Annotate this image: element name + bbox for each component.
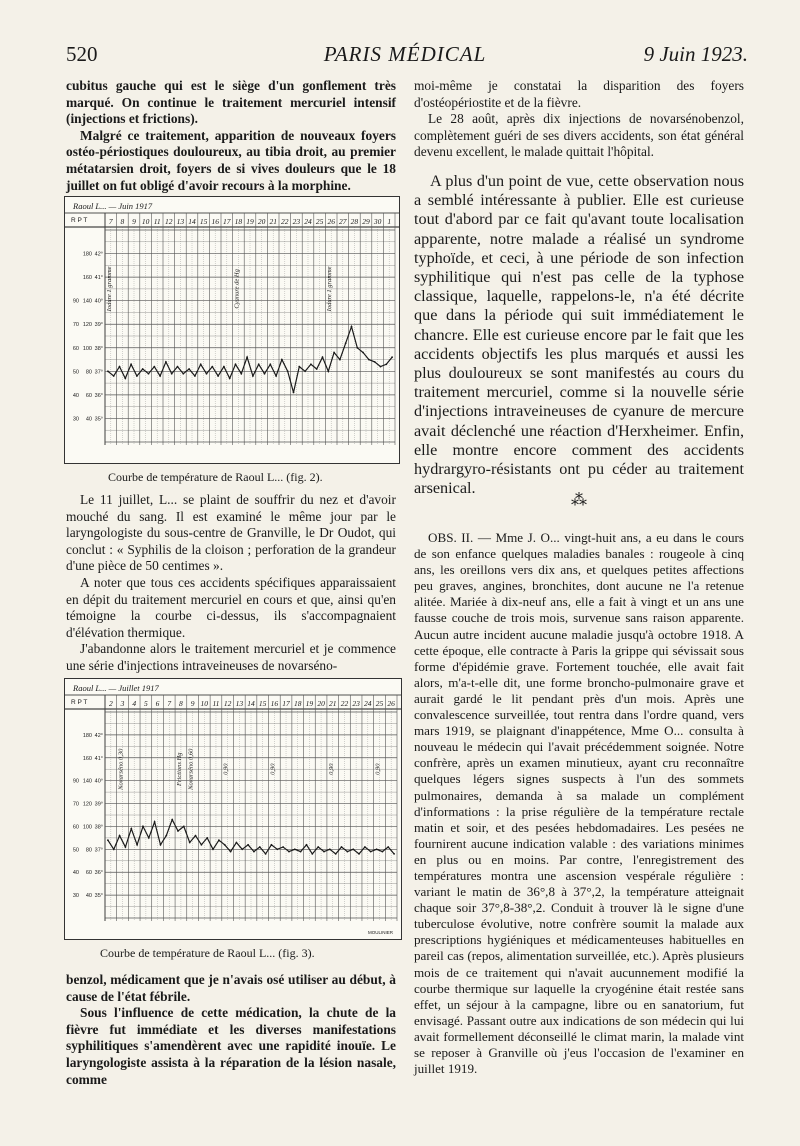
chart-annotation: Novarséno 0,60 [187, 748, 195, 790]
day-label: 26 [387, 699, 395, 708]
day-label: 19 [305, 699, 314, 708]
day-label: 15 [258, 699, 267, 708]
temperature-point [311, 853, 313, 855]
chart-title: Raoul L... — Juin 1917 [73, 201, 153, 211]
pulse-tick-label: 120 [82, 801, 92, 808]
temperature-point [265, 853, 267, 855]
temperature-point [327, 370, 329, 372]
temperature-point [287, 370, 289, 372]
pulse-tick-label: 120 [82, 322, 92, 329]
left-bottom-text [66, 972, 396, 1088]
temp-tick-label: 37° [94, 847, 103, 854]
temp-tick-label: 41° [94, 755, 103, 762]
temperature-point [182, 373, 184, 375]
temperature-point [380, 366, 382, 368]
temperature-point [142, 368, 144, 370]
day-label: 18 [234, 217, 243, 226]
pulse-tick-label: 180 [82, 251, 92, 258]
pulse-tick-label: 160 [82, 275, 92, 282]
temperature-point [241, 848, 243, 850]
resp-tick-label: 60 [72, 824, 79, 831]
paragraph: J'abandonne alors le traitement mercuriel et je commence une série d'injections intraveineuses de novarséno- [66, 641, 396, 673]
temperature-point [177, 366, 179, 368]
day-label: 14 [188, 217, 196, 226]
day-label: 1 [387, 217, 392, 226]
resp-tick-label: 30 [72, 893, 79, 900]
temperature-point [183, 826, 185, 828]
temperature-point [119, 366, 121, 368]
pulse-tick-label: 180 [82, 732, 92, 739]
printer-mark: MOULINIER [367, 930, 393, 935]
day-label: 23 [292, 217, 301, 226]
temperature-point [269, 363, 271, 365]
day-label: 9 [132, 217, 136, 226]
temperature-point [370, 851, 372, 853]
temperature-point [275, 375, 277, 377]
temperature-point [211, 366, 213, 368]
temperature-point [294, 848, 296, 850]
day-label: 13 [235, 699, 244, 708]
temperature-point [374, 361, 376, 363]
day-label: 5 [144, 699, 148, 708]
temperature-point [246, 356, 248, 358]
day-label: 23 [352, 699, 360, 708]
pulse-tick-label: 40 [85, 893, 92, 900]
day-label: 29 [362, 217, 370, 226]
temp-tick-label: 42° [94, 732, 103, 739]
chart-canvas [65, 679, 401, 939]
temperature-point [107, 370, 109, 372]
right-top-text [414, 78, 744, 161]
temperature-point [194, 375, 196, 377]
temp-tick-label: 36° [94, 392, 103, 399]
paragraph: Sous l'influence de cette médication, la chute de la fièvre fut immédiate et les diverses manifestations syphilitiques s'amendèrent avec une rapidité inouïe. Le laryngologiste assista à la réparation de la lésion nasale, comme [66, 1005, 396, 1087]
temperature-point [165, 835, 167, 837]
temperature-point [323, 851, 325, 853]
temperature-point [154, 821, 156, 823]
temperature-point [230, 851, 232, 853]
day-label: 20 [257, 217, 266, 226]
temperature-point [335, 853, 337, 855]
temperature-point [339, 359, 341, 361]
temperature-point [281, 359, 283, 361]
right-commentary [414, 172, 744, 498]
left-middle-text [66, 492, 396, 675]
issue-date: 9 Juin 1923. [643, 42, 748, 66]
resp-tick-label: 70 [72, 801, 79, 808]
temperature-point [113, 848, 115, 850]
temperature-point [148, 373, 150, 375]
temperature-point [195, 835, 197, 837]
day-label: 22 [340, 699, 349, 708]
figure-caption: Courbe de température de Raoul L... (fig. 2). [108, 470, 323, 484]
temperature-point [236, 842, 238, 844]
temperature-point [206, 373, 208, 375]
day-label: 26 [327, 217, 335, 226]
day-label: 15 [199, 217, 208, 226]
pulse-tick-label: 100 [82, 824, 92, 831]
temperature-point [387, 846, 389, 848]
day-label: 21 [269, 217, 277, 226]
temperature-point [352, 848, 354, 850]
temperature-point [306, 844, 308, 846]
resp-tick-label: 50 [72, 847, 79, 854]
paragraph: Le 11 juillet, L... se plaint de souffrir du nez et d'avoir mouché du sang. Il est examiné le même jour par le laryngologiste du sous-centre de Granville, le Dr Oudot, qui conclut : « Syphilis de la cloison ; perforation de la grandeur d'une pièce de 50 centimes ». [66, 492, 396, 574]
day-label: 14 [247, 699, 255, 708]
day-label: 12 [223, 699, 232, 708]
day-label: 27 [339, 217, 347, 226]
pulse-tick-label: 160 [82, 755, 92, 762]
temperature-point [171, 373, 173, 375]
temperature-point [200, 363, 202, 365]
temperature-point [224, 844, 226, 846]
temp-tick-label: 40° [94, 298, 103, 305]
resp-tick-label: 60 [72, 345, 79, 352]
temperature-point [298, 366, 300, 368]
day-label: 22 [281, 217, 289, 226]
row-header: R P T [71, 699, 88, 706]
chart-canvas [65, 197, 399, 463]
temperature-point [293, 392, 295, 394]
journal-title: PARIS MÉDICAL [323, 42, 487, 66]
row-header: R P T [71, 217, 88, 224]
resp-tick-label: 90 [72, 778, 79, 785]
temperature-point [304, 370, 306, 372]
day-label: 20 [317, 699, 325, 708]
day-label: 18 [293, 699, 302, 708]
temperature-point [368, 359, 370, 361]
temperature-point [382, 851, 384, 853]
temperature-point [271, 844, 273, 846]
temp-tick-label: 35° [94, 416, 103, 423]
temperature-point [300, 851, 302, 853]
temperature-point [206, 837, 208, 839]
resp-tick-label: 30 [72, 416, 79, 423]
day-label: 9 [190, 699, 195, 708]
temperature-point [217, 375, 219, 377]
temperature-point [351, 326, 353, 328]
section-separator: ⁂ [571, 490, 587, 509]
temp-tick-label: 39° [94, 801, 103, 808]
day-label: 24 [304, 217, 312, 226]
day-label: 25 [375, 699, 384, 708]
temp-tick-label: 38° [94, 824, 103, 831]
temp-tick-label: 41° [94, 275, 103, 282]
day-label: 11 [212, 699, 220, 708]
day-label: 10 [141, 217, 150, 226]
temperature-point [364, 846, 366, 848]
day-label: 3 [120, 699, 125, 708]
temperature-point [258, 363, 260, 365]
day-label: 17 [223, 217, 231, 226]
pulse-tick-label: 40 [85, 416, 92, 423]
temperature-point [153, 366, 155, 368]
chart-annotation: 0,90 [222, 763, 230, 775]
day-label: 10 [200, 699, 209, 708]
temperature-point [148, 837, 150, 839]
temperature-point [107, 839, 109, 841]
temperature-point [165, 361, 167, 363]
chart-annotation: 0,90 [327, 763, 335, 775]
day-label: 2 [108, 699, 113, 708]
temperature-point [160, 844, 162, 846]
day-label: 8 [179, 699, 183, 708]
chart-annotation: 0,90 [269, 763, 277, 775]
paragraph: moi-même je constatai la disparition des foyers d'ostéopériostite et de la fièvre. [414, 78, 744, 110]
temperature-point [362, 352, 364, 354]
temperature-point [212, 848, 214, 850]
temperature-point [223, 366, 225, 368]
temperature-point [124, 378, 126, 380]
temperature-point [229, 378, 231, 380]
temp-tick-label: 38° [94, 345, 103, 352]
temperature-point [113, 375, 115, 377]
day-label: 4 [132, 699, 137, 708]
paragraph: benzol, médicament que je n'avais osé utiliser au début, à cause de l'état fébrile. [66, 972, 396, 1004]
chart-annotation: Novarséno 0,30 [117, 748, 125, 790]
pulse-tick-label: 140 [82, 778, 92, 785]
temperature-point [345, 342, 347, 344]
chart-annotation: Iodure 1 gramme [105, 266, 113, 312]
temperature-line [108, 820, 394, 854]
temperature-point [288, 851, 290, 853]
day-label: 13 [176, 217, 185, 226]
day-label: 17 [282, 699, 290, 708]
day-label: 25 [315, 217, 324, 226]
temperature-point [201, 844, 203, 846]
temperature-point [130, 363, 132, 365]
pulse-tick-label: 140 [82, 298, 92, 305]
paragraph: A plus d'un point de vue, cette observation nous a semblé intéressante à publier. Elle est curieuse tout d'abord par ce fait qu'avant toute localisation apparente, notre malade a réalisé un syndrome typhoïde, et ceci, à une période de son infection syphilitique qui n'est pas celle de la typhose classique, laquelle, rappelons-le, n'a été décrite que dans la période qui suit immédiatement le chancre. Elle est curieuse encore par le fait que les accidents objectifs les plus marqués et aussi les plus douloureux se sont manifestés au cours du traitement mercuriel, comme si la nouvelle série d'injections intraveineuses de cyanure de mercure avait déclenché une réaction d'Herxheimer. Enfin, elle montre encore comment des accidents hydrargyro-résistants ont pu céder au traitement arsenical. [414, 172, 744, 498]
paragraph: Malgré ce traitement, apparition de nouveaux foyers ostéo-périostiques douloureux, au tibia droit, au premier métatarsien droit, foyers de si vives douleurs que le 18 juillet on fut obligé d'avoir recours à la morphine. [66, 127, 396, 193]
pulse-tick-label: 80 [85, 847, 92, 854]
temperature-point [240, 373, 242, 375]
paragraph: cubitus gauche qui est le siège d'un gonflement très marqué. On continue le traitement mercuriel intensif (injections et frictions). [66, 78, 396, 127]
temperature-point [125, 846, 127, 848]
day-label: 30 [373, 217, 382, 226]
day-label: 8 [120, 217, 125, 226]
chart-annotation: Iodure 1 gramme [326, 266, 334, 312]
temperature-point [329, 848, 331, 850]
temperature-point [136, 844, 138, 846]
resp-tick-label: 70 [72, 322, 79, 329]
temperature-point [322, 356, 324, 358]
day-label: 21 [329, 699, 337, 708]
resp-tick-label: 40 [72, 870, 79, 877]
temperature-point [235, 363, 237, 365]
temperature-point [159, 375, 161, 377]
temperature-point [177, 830, 179, 832]
day-label: 16 [270, 699, 279, 708]
temperature-point [136, 375, 138, 377]
left-top-text [66, 78, 396, 194]
resp-tick-label: 50 [72, 369, 79, 376]
temperature-point [142, 826, 144, 828]
day-label: 19 [246, 217, 254, 226]
pulse-tick-label: 60 [85, 870, 92, 877]
temperature-point [218, 839, 220, 841]
temperature-point [376, 848, 378, 850]
temperature-point [358, 853, 360, 855]
temperature-point [341, 846, 343, 848]
paragraph: OBS. II. — Mme J. O... vingt-huit ans, a eu dans le cours de son enfance quelques maladies banales : rougeole à cinq ans, les oreillons vers dix ans, et quelques petites affections peu graves, angines, bronchites, dont aucune ne l'a retenue alitée. Mariée à dix-neuf ans, elle a fait à vingt et un ans une fausse couche de trois mois, survenue sans raison apparente. Aucun autre incident aucune maladie jusqu'à octobre 1918. A cette époque, elle contracte à Paris la grippe qui sévissait sous forme d'épidémie grave. Fortement touchée, elle avait fait alors, m'a-t-elle dit, une forme broncho-pulmonaire grave et aurait gardé le lit pendant près d'un mois. Après une convalescence surveillée, tout rentra dans l'ordre quand, vers mars 1919, se plaignant d'inappétence, Mme O... consulta à nouveau le médecin qui l'avait précédemment soignée. Notre confrère, après un examen minutieux, ayant cru reconnaître quelques légers signes suspects à l'un des sommets pulmonaires, demanda à sa malade un complément d'informations : la prise régulière de la température rectale matin et soir, et des pesées hebdomadaires. Les pesées ne fournirent aucune indication valable : des variations minimes en plus ou en moins. Par contre, l'enregistrement des températures montra une ascension vespérale régulière : variant le matin de 36°,8 à 37°,2, la température atteignait chaque soir 37°,8-38°,2. Conduit à trouver là le signe d'une tuberculose évolutive, notre confrère soumit la malade aux prescriptions hygiéniques et médicamenteuses habituelles en pareil cas (repos, alimentation surveillée, etc.). Après plusieurs mois de ce traitement qui n'avait aucunnement modifié la courbe thermique sur laquelle la cryogénine était restée sans effet, un séjour à la campagne, libre ou en sanatorium, fut envisagé. Passant outre aux indications de son médecin qui lui avait formellement déconseillé le climat marin, la malade vint se reposer à Granville où j'eus l'occasion de l'examiner en juillet 1919. [414, 530, 744, 1077]
observation-two [414, 530, 744, 1077]
temperature-point [247, 844, 249, 846]
temperature-point [119, 835, 121, 837]
temperature-point [310, 363, 312, 365]
temperature-point [276, 848, 278, 850]
day-label: 7 [108, 217, 113, 226]
chart-title: Raoul L... — Juillet 1917 [73, 683, 159, 693]
resp-tick-label: 90 [72, 298, 79, 305]
temperature-point [259, 846, 261, 848]
temperature-point [130, 828, 132, 830]
temperature-point [347, 851, 349, 853]
temperature-point [356, 347, 358, 349]
temperature-point [316, 368, 318, 370]
temperature-point [333, 352, 335, 354]
paragraph: Le 28 août, après dix injections de novarsénobenzol, complètement guéri de ses divers accidents, son état général devenu excellent, le malade quittait l'hôpital. [414, 111, 744, 160]
temperature-point [282, 846, 284, 848]
temp-tick-label: 37° [94, 369, 103, 376]
temp-tick-label: 35° [94, 893, 103, 900]
chart-annotation: Cyanure de Hg [233, 269, 241, 309]
temperature-chart-fig3 [64, 678, 402, 940]
temperature-point [317, 846, 319, 848]
pulse-tick-label: 80 [85, 369, 92, 376]
temperature-point [252, 375, 254, 377]
chart-annotation: Frictions Hg [175, 752, 183, 786]
figure-caption: Courbe de température de Raoul L... (fig. 3). [100, 946, 315, 960]
temp-tick-label: 36° [94, 870, 103, 877]
temperature-point [253, 851, 255, 853]
temperature-point [393, 853, 395, 855]
page-number: 520 [66, 42, 98, 66]
day-label: 7 [167, 699, 172, 708]
day-label: 12 [165, 217, 173, 226]
day-label: 28 [350, 217, 359, 226]
temperature-point [188, 368, 190, 370]
temp-tick-label: 40° [94, 778, 103, 785]
resp-tick-label: 40 [72, 392, 79, 399]
temperature-point [264, 373, 266, 375]
pulse-tick-label: 60 [85, 392, 92, 399]
temperature-point [391, 356, 393, 358]
pulse-tick-label: 100 [82, 345, 92, 352]
temperature-point [385, 363, 387, 365]
day-label: 24 [364, 699, 372, 708]
paragraph: A noter que tous ces accidents spécifiques apparaissaient en dépit du traitement mercuriel en cours et que, ainsi qu'en témoigne la courbe ci-dessus, ils s'accompagnaient d'élévation thermique. [66, 574, 396, 640]
temperature-point [189, 842, 191, 844]
temp-tick-label: 42° [94, 251, 103, 258]
chart-annotation: 0,90 [374, 763, 382, 775]
day-label: 16 [211, 217, 219, 226]
day-label: 11 [153, 217, 161, 226]
temperature-chart-fig2 [64, 196, 400, 464]
temperature-point [171, 819, 173, 821]
day-label: 6 [155, 699, 160, 708]
temp-tick-label: 39° [94, 322, 103, 329]
